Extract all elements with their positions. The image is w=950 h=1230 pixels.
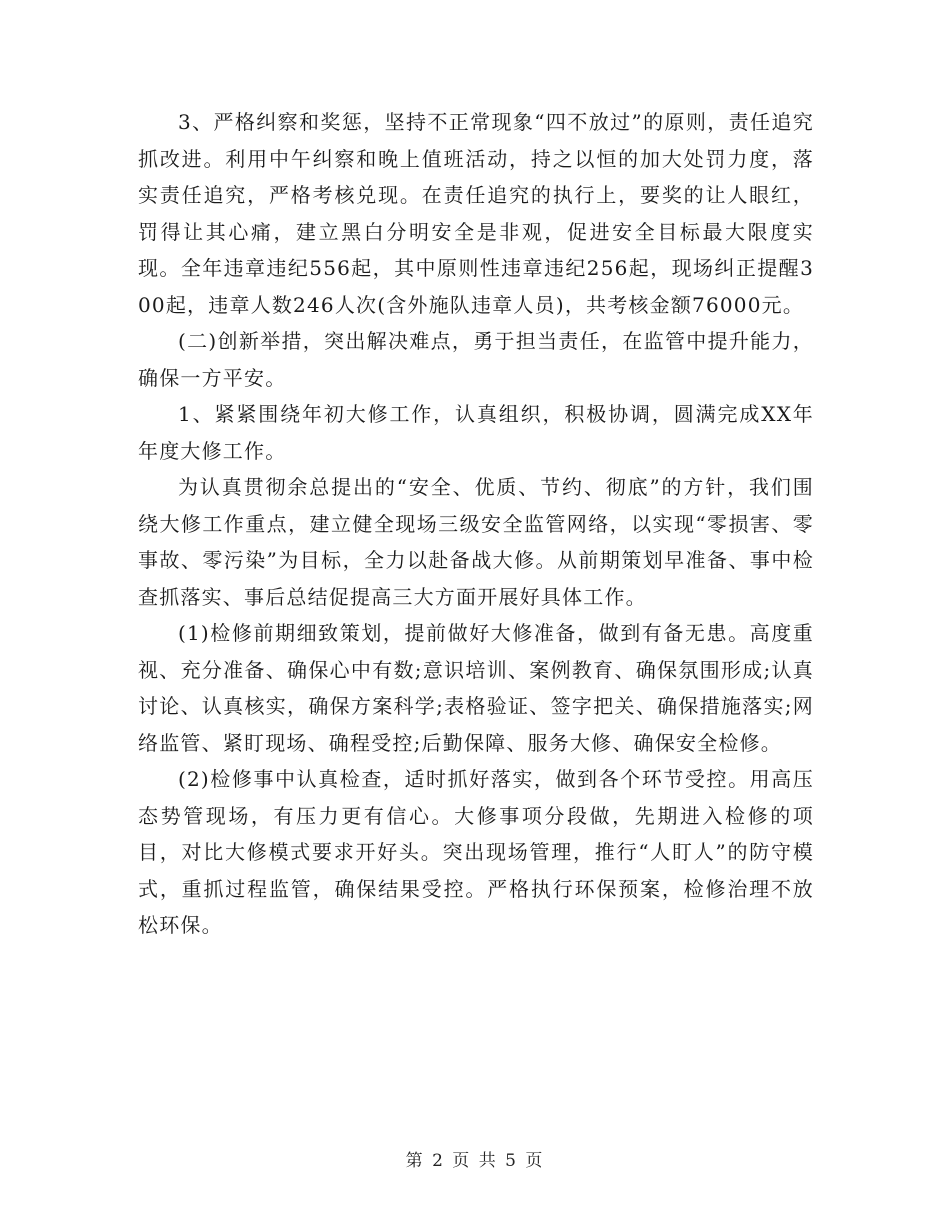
paragraph-reward-punishment: 3、严格纠察和奖惩，坚持不正常现象“四不放过”的原则，责任追究抓改进。利用中午纠察和晚上值班活动，持之以恒的加大处罚力度，落实责任追究，严格考核兑现。在责任追究的执行上，要奖的让人眼红，罚得让其心痛，建立黑白分明安全是非观，促进安全目标最大限度实现。全年违章违纪556起，其中原则性违章违纪256起，现场纠正提醒300起，违章人数246人次(含外施队违章人员)，共考核金额76000元。 [138,110,814,317]
paragraph-pre-overhaul-planning: (1)检修前期细致策划，提前做好大修准备，做到有备无患。高度重视、充分准备、确保心中有数;意识培训、案例教育、确保氛围形成;认真讨论、认真核实，确保方案科学;表格验证、签字把关、确保措施落实;网络监管、紧盯现场、确程受控;后勤保障、服务大修、确保安全检修。 [138,621,814,755]
paragraph-overhaul-policy: 为认真贯彻余总提出的“安全、优质、节约、彻底”的方针，我们围绕大修工作重点，建立健全现场三级安全监管网络，以实现“零损害、零事故、零污染”为目标，全力以赴备战大修。从前期策划早准备、事中检查抓落实、事后总结促提高三大方面开展好具体工作。 [138,475,814,609]
paragraph-section-two-heading: (二)创新举措，突出解决难点，勇于担当责任，在监管中提升能力，确保一方平安。 [138,329,814,390]
page-number-footer: 第 2 页 共 5 页 [405,1151,545,1171]
paragraph-overhaul-item: 1、紧紧围绕年初大修工作，认真组织，积极协调，圆满完成XX年年度大修工作。 [138,402,814,463]
document-body [138,104,814,944]
paragraph-in-overhaul-inspection: (2)检修事中认真检查，适时抓好落实，做到各个环节受控。用高压态势管现场，有压力更有信心。大修事项分段做，先期进入检修的项目，对比大修模式要求开好头。突出现场管理，推行“人盯人”的防守模式，重抓过程监管，确保结果受控。严格执行环保预案，检修治理不放松环保。 [138,767,814,937]
